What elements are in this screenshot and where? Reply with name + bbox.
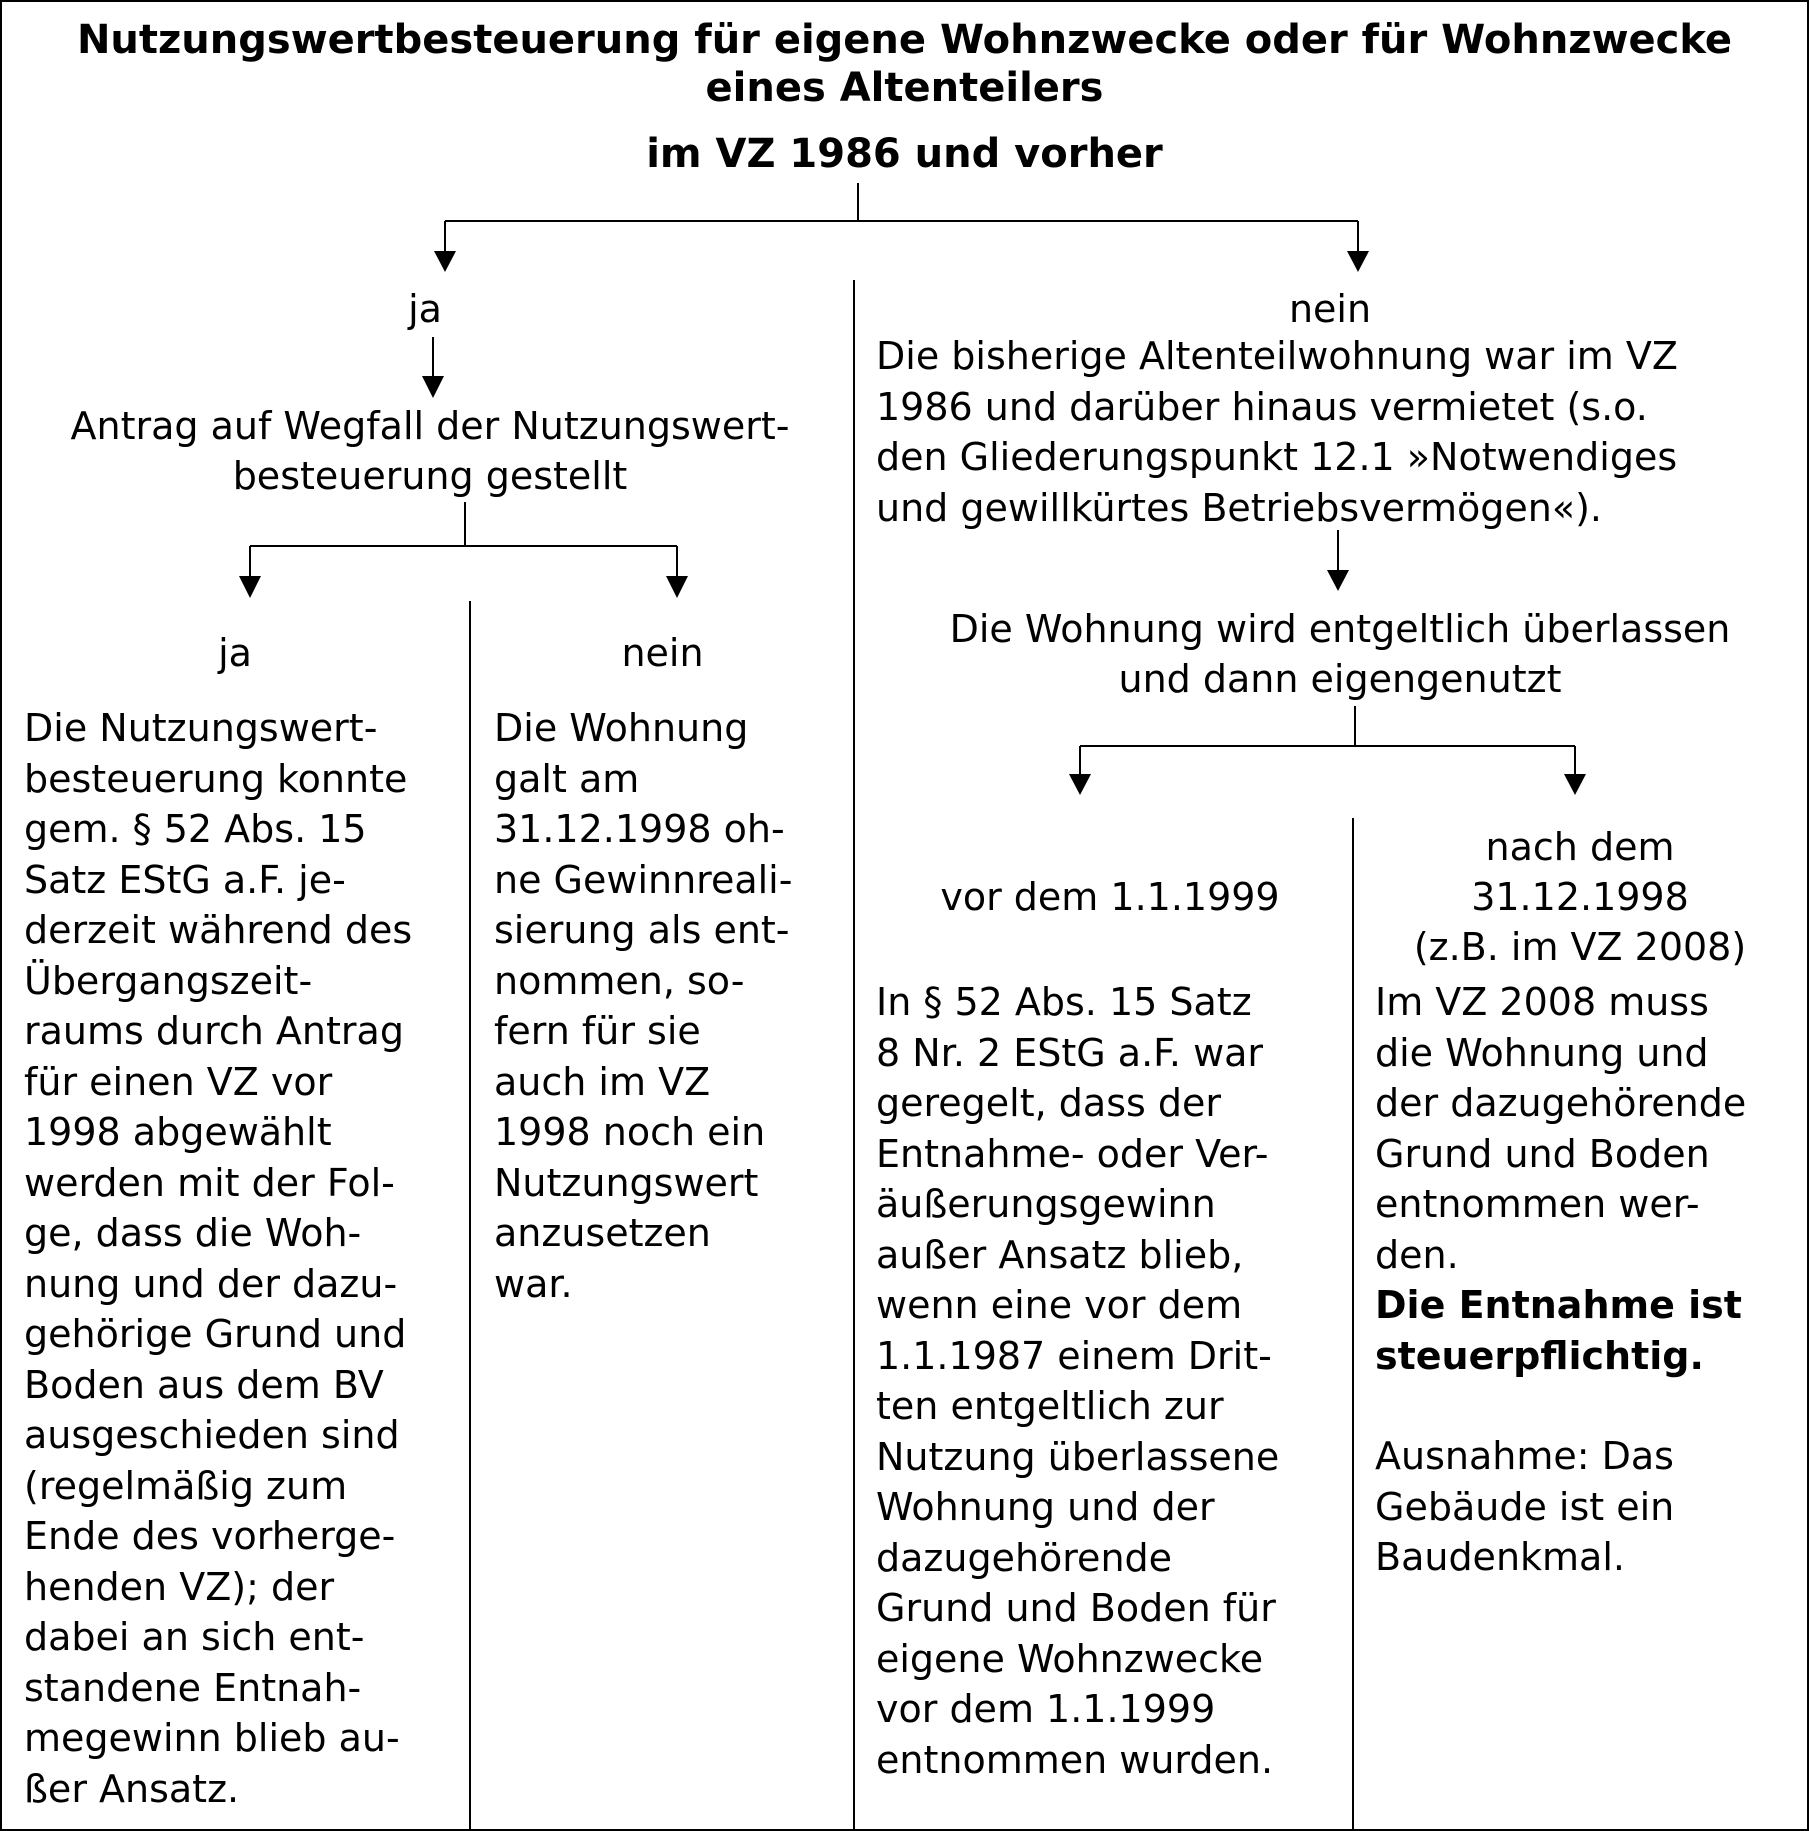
branch-label-ja: ja [408, 287, 442, 331]
arrowhead-left-nein [666, 576, 688, 598]
arrowhead-nein [1347, 251, 1369, 272]
title-line-3: im VZ 1986 und vorher [646, 131, 1163, 177]
arrowhead-before [1069, 774, 1091, 795]
arrowhead-question [422, 376, 444, 398]
left-yes-label: ja [218, 631, 252, 675]
branch-label-nein: nein [1288, 287, 1372, 331]
label-after-1998 [1360, 822, 1800, 972]
title-line-1: Nutzungswertbesteuerung für eigene Wohnzwecke oder für Wohnzwecke [76, 17, 1733, 63]
after-exception-text: Ausnahme: Das Gebäude ist ein Baudenkmal. [1375, 1434, 1675, 1579]
label-after-line-1: nach dem [1485, 825, 1675, 869]
label-after-line-3: (z.B. im VZ 2008) [1413, 925, 1747, 969]
after-text: Im VZ 2008 muss die Wohnung und der dazugehörende Grund und Boden entnommen wer- den. [1375, 980, 1747, 1277]
label-after-line-2: 31.12.1998 [1471, 875, 1689, 919]
after-bold-text: Die Entnahme ist steuerpflichtig. [1375, 1283, 1742, 1378]
left-no-text: Die Wohnung galt am 31.12.1998 oh- ne Gewinnreali- sierung als ent- nommen, so- fern für sie auch im VZ 1998 noch ein Nutzungswert anzusetzen war. [494, 706, 793, 1306]
arrowhead-right-question [1327, 570, 1349, 591]
arrowhead-after [1564, 774, 1586, 795]
question-antrag: Antrag auf Wegfall der Nutzungswert- besteuerung gestellt [70, 404, 790, 498]
arrowhead-left-ja [239, 576, 261, 598]
title-line-2: eines Altenteilers [705, 65, 1104, 111]
label-before-1999: vor dem 1.1.1999 [940, 875, 1280, 919]
after-column [1375, 977, 1805, 1583]
diagram-title [20, 16, 1789, 112]
question-entgeltlich: Die Wohnung wird entgeltlich überlassen und dann eigengenutzt [949, 607, 1731, 701]
left-yes-text: Die Nutzungswert- besteuerung konnte gem. § 52 Abs. 15 Satz EStG a.F. je- derzeit während des Übergangszeit- raums durch Antrag für einen VZ vor 1998 abgewählt werden mit der Fol- ge, dass die Woh- nung und der dazu- gehörige Grund und Boden aus dem BV ausgeschieden sind (regelmäßig zum Ende des vorherge- henden VZ); der dabei an sich ent- standene Entnah- megewinn blieb au- ßer Ansatz. [24, 706, 413, 1811]
arrowhead-ja [434, 251, 456, 272]
before-text: In § 52 Abs. 15 Satz 8 Nr. 2 EStG a.F. war geregelt, dass der Entnahme- oder Ver- äußerungsgewinn außer Ansatz blieb, wenn eine vor dem 1.1.1987 einem Drit- ten entgeltlich zur Nutzung überlassene Wohnung und der dazugehörende Grund und Boden für eigene Wohnzwecke vor dem 1.1.1999 entnommen wurden. [876, 980, 1280, 1782]
right-intro-text: Die bisherige Altenteilwohnung war im VZ 1986 und darüber hinaus vermietet (s.o. den Gliederungspunkt 12.1 »Notwendiges und gewillkürtes Betriebsvermögen«). [876, 334, 1678, 530]
left-no-label: nein [621, 631, 704, 675]
